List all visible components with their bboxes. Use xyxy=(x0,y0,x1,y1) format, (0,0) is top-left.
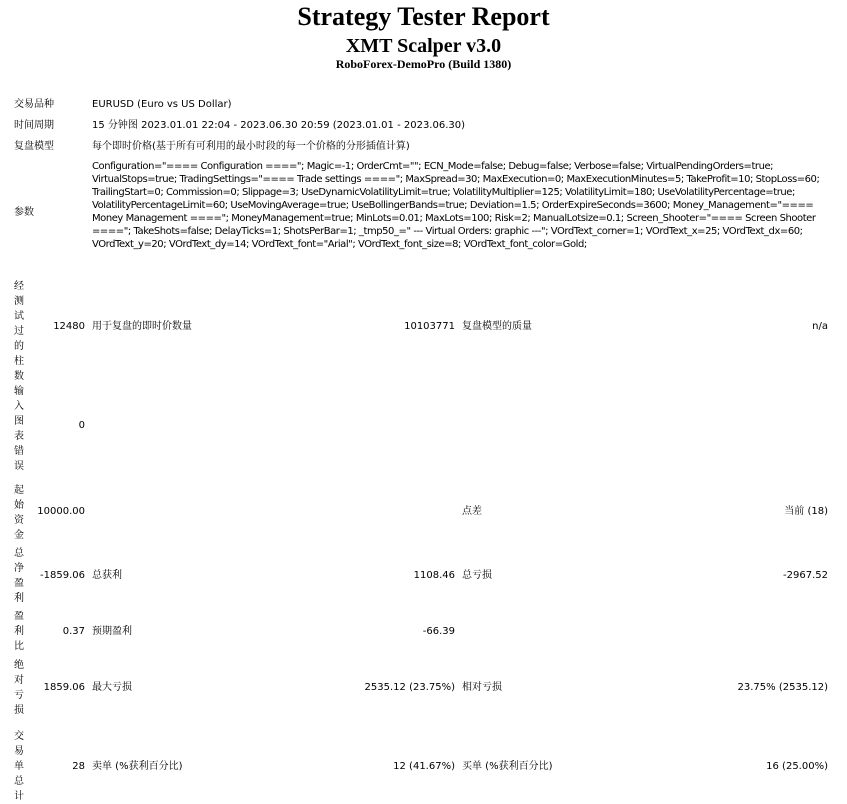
pf-label: 盈利比 xyxy=(14,611,24,652)
model-label: 复盘模型 xyxy=(14,141,54,152)
short-value: 12 (41.67%) xyxy=(393,761,455,772)
spread-label: 点差 xyxy=(462,506,482,517)
errors-value: 0 xyxy=(78,420,85,431)
deposit-value: 10000.00 xyxy=(37,506,85,517)
expected-value: -66.39 xyxy=(422,626,455,637)
long-label: 买单 (%获利百分比) xyxy=(462,761,553,772)
bars-label: 经测试过的柱数 xyxy=(14,281,24,382)
errors-label: 输入图表错误 xyxy=(14,386,24,472)
grossloss-label: 总亏损 xyxy=(462,570,492,581)
deposit-label: 起始资金 xyxy=(14,485,24,541)
report-title: Strategy Tester Report xyxy=(297,2,550,31)
reldd-label: 相对亏损 xyxy=(462,682,502,693)
trades-label: 交易单总计 xyxy=(14,731,24,802)
netprofit-label: 总净盈利 xyxy=(14,548,24,604)
bars-value: 12480 xyxy=(53,321,85,332)
grossprofit-label: 总获利 xyxy=(92,570,122,581)
short-label: 卖单 (%获利百分比) xyxy=(92,761,183,772)
period-value: 15 分钟图 2023.01.01 22:04 - 2023.06.30 20:59 (2023.01.01 - 2023.06.30) xyxy=(92,120,466,131)
quality-value: n/a xyxy=(812,321,828,332)
absdd-value: 1859.06 xyxy=(43,682,85,693)
netprofit-value: -1859.06 xyxy=(40,570,85,581)
period-label: 时间周期 xyxy=(14,120,54,131)
grossloss-value: -2967.52 xyxy=(783,570,828,581)
maxdd-label: 最大亏损 xyxy=(92,682,132,693)
ticks-value: 10103771 xyxy=(404,321,455,332)
params-value: Configuration="==== Configuration ===="; Magic=-1; OrderCmt=""; ECN_Mode=false; Debug=false; Verbose=false; VirtualPendingOrders=true; VirtualStops=true; TradingSettings="==== Trade settings ===="; MaxSpread=30; MaxExecution=0; MaxExecutionMinutes=5; TakeProfit=10; StopLoss=60; TrailingStart=0; Commission=0; Slippage=3; UseDynamicVolatilityLimit=true; VolatilityMultiplier=125; VolatilityLimit=180; UseVolatilityPercentage=true; VolatilityPercentageLimit=60; UseMovingAverage=true; UseBollingerBands=true; Deviation=1.5; OrderExpireSeconds=3600; Money_Management="==== Money Management ===="; MoneyManagement=true; MinLots=0.01; MaxLots=100; Risk=2; ManualLotsize=0.1; Screen_Shooter="==== Screen Shooter ===="; TakeShots=false; DelayTicks=1; ShotsPerBar=1; _tmp50_=" --- Virtual Orders: graphic ---"; VOrdText_corner=1; VOrdText_x=25; VOrdText_dx=60; VOrdText_y=20; VOrdText_dy=14; VOrdText_font="Arial"; VOrdText_font_size=8; VOrdText_font_color=Gold; xyxy=(92,161,820,250)
absdd-label: 绝对亏损 xyxy=(14,660,24,716)
spread-value: 当前 (18) xyxy=(784,506,828,517)
pf-value: 0.37 xyxy=(62,626,85,637)
expected-label: 预期盈利 xyxy=(92,626,132,637)
reldd-value: 23.75% (2535.12) xyxy=(737,682,828,693)
long-value: 16 (25.00%) xyxy=(766,761,828,772)
symbol-label: 交易品种 xyxy=(14,99,54,110)
trades-value: 28 xyxy=(72,761,85,772)
model-value: 每个即时价格(基于所有可利用的最小时段的每一个价格的分形插值计算) xyxy=(92,141,410,152)
server-build: RoboForex-DemoPro (Build 1380) xyxy=(335,57,512,71)
params-label: 参数 xyxy=(14,207,34,218)
maxdd-value: 2535.12 (23.75%) xyxy=(364,682,455,693)
expert-name: XMT Scalper v3.0 xyxy=(345,35,502,57)
ticks-label: 用于复盘的即时价数量 xyxy=(92,321,192,332)
grossprofit-value: 1108.46 xyxy=(413,570,455,581)
quality-label: 复盘模型的质量 xyxy=(462,321,532,332)
symbol-value: EURUSD (Euro vs US Dollar) xyxy=(92,99,232,110)
